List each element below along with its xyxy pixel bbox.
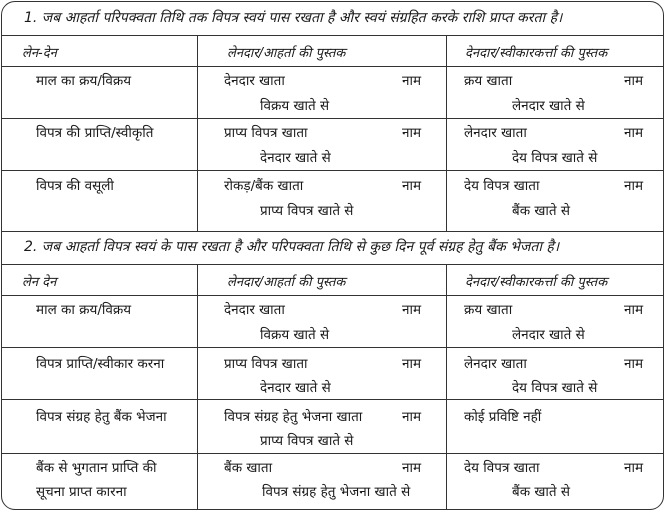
s1-r1-drawee-debit: क्रय खाता — [464, 73, 513, 89]
s2-r2-drawee-nam: नाम — [624, 356, 644, 372]
divider — [2, 295, 663, 296]
column-divider — [197, 264, 198, 510]
s1-r3-drawee-nam: नाम — [624, 178, 644, 194]
column-divider — [446, 35, 447, 231]
s2-r1-drawee-nam: नाम — [624, 302, 644, 318]
s2-r1-drawer-credit: विक्रय खाते से — [260, 327, 330, 343]
column-divider — [446, 264, 447, 510]
s1-r2-drawee-debit: लेनदार खाता — [464, 125, 527, 141]
s2-r1-transaction: माल का क्रय/विक्रय — [36, 302, 132, 318]
s2-r3-drawer-nam: नाम — [402, 409, 422, 425]
s1-r2-drawer-debit: प्राप्य विपत्र खाता — [224, 125, 308, 141]
section2-title: 2. जब आहर्ता विपत्र स्वयं के पास रखता है और परिपक्वता तिथि से कुछ दिन पूर्व संग्रह हेतु बैंक भेजता है। — [24, 239, 560, 255]
divider — [2, 66, 663, 67]
s2-r2-drawee-credit: देय विपत्र खाते से — [512, 380, 598, 396]
s1-r2-transaction: विपत्र की प्राप्ति/स्वीकृति — [36, 125, 154, 141]
section1-title: 1. जब आहर्ता परिपक्वता तिथि तक विपत्र स्वयं पास रखता है और स्वयं संग्रहित करके राशि प्राप्त करता है। — [24, 10, 563, 26]
s1-r1-drawer-credit: विक्रय खाते से — [260, 98, 330, 114]
s1-r2-drawer-credit: देनदार खाते से — [260, 150, 331, 166]
divider — [2, 35, 663, 36]
s2-r4-drawee-nam: नाम — [624, 460, 644, 476]
s2-header-drawee-book: देनदार/स्वीकारकर्त्ता की पुस्तक — [465, 275, 608, 290]
s1-header-drawer-book: लेनदार/आहर्ता की पुस्तक — [227, 46, 346, 61]
s2-r2-drawee-debit: लेनदार खाता — [464, 356, 527, 372]
s2-r1-drawee-debit: क्रय खाता — [464, 302, 513, 318]
s1-r1-drawer-debit: देनदार खाता — [224, 73, 285, 89]
s2-r2-drawer-credit: देनदार खाते से — [260, 380, 331, 396]
s1-r3-drawer-nam: नाम — [402, 178, 422, 194]
s2-r4-drawer-credit: विपत्र संग्रह हेतु भेजना खाते से — [262, 484, 411, 500]
s1-r2-drawer-nam: नाम — [402, 125, 422, 141]
s2-header-transaction: लेन देन — [22, 275, 57, 290]
divider — [2, 264, 663, 265]
divider — [2, 118, 663, 119]
s2-r3-drawer-credit: प्राप्य विपत्र खाते से — [260, 433, 354, 449]
divider — [2, 453, 663, 454]
s2-r4-transaction-line2: सूचना प्राप्त कारना — [36, 484, 127, 500]
column-divider — [197, 35, 198, 231]
s1-r3-transaction: विपत्र की वसूली — [36, 178, 114, 194]
s2-r1-drawer-debit: देनदार खाता — [224, 302, 285, 318]
s2-r2-drawer-nam: नाम — [402, 356, 422, 372]
s2-r2-transaction: विपत्र प्राप्ति/स्वीकार करना — [36, 356, 165, 372]
s2-header-drawer-book: लेनदार/आहर्ता की पुस्तक — [227, 275, 346, 290]
s2-r4-drawer-nam: नाम — [402, 460, 422, 476]
s2-r3-transaction: विपत्र संग्रह हेतु बैंक भेजना — [36, 409, 167, 425]
s1-header-transaction: लेन-देन — [22, 46, 57, 61]
s1-r3-drawer-credit: प्राप्य विपत्र खाते से — [260, 203, 354, 219]
s2-r4-drawee-debit: देय विपत्र खाता — [464, 460, 540, 476]
table-frame — [1, 1, 664, 510]
s2-r4-drawee-credit: बैंक खाते से — [512, 484, 571, 500]
divider — [2, 170, 663, 171]
s1-r2-drawee-nam: नाम — [624, 125, 644, 141]
s2-r1-drawer-nam: नाम — [402, 302, 422, 318]
s2-r3-drawee-debit: कोई प्रविष्टि नहीं — [464, 409, 542, 425]
s2-r1-drawee-credit: लेनदार खाते से — [512, 327, 585, 343]
s1-header-drawee-book: देनदार/स्वीकारकर्त्ता की पुस्तक — [465, 46, 608, 61]
s2-r4-transaction-line1: बैंक से भुगतान प्राप्ति की — [36, 460, 157, 476]
s1-r2-drawee-credit: देय विपत्र खाते से — [512, 150, 598, 166]
s2-r3-drawer-debit: विपत्र संग्रह हेतु भेजना खाता — [224, 409, 363, 425]
s2-r2-drawer-debit: प्राप्य विपत्र खाता — [224, 356, 308, 372]
s2-r4-drawer-debit: बैंक खाता — [224, 460, 273, 476]
divider — [2, 399, 663, 400]
s1-r1-drawee-nam: नाम — [624, 73, 644, 89]
s1-r3-drawer-debit: रोकड़/बैंक खाता — [224, 178, 304, 194]
s1-r1-transaction: माल का क्रय/विक्रय — [36, 73, 132, 89]
s1-r3-drawee-credit: बैंक खाते से — [512, 203, 571, 219]
s1-r1-drawee-credit: लेनदार खाते से — [512, 98, 585, 114]
divider — [2, 347, 663, 348]
s1-r3-drawee-debit: देय विपत्र खाता — [464, 178, 540, 194]
s1-r1-drawer-nam: नाम — [402, 73, 422, 89]
